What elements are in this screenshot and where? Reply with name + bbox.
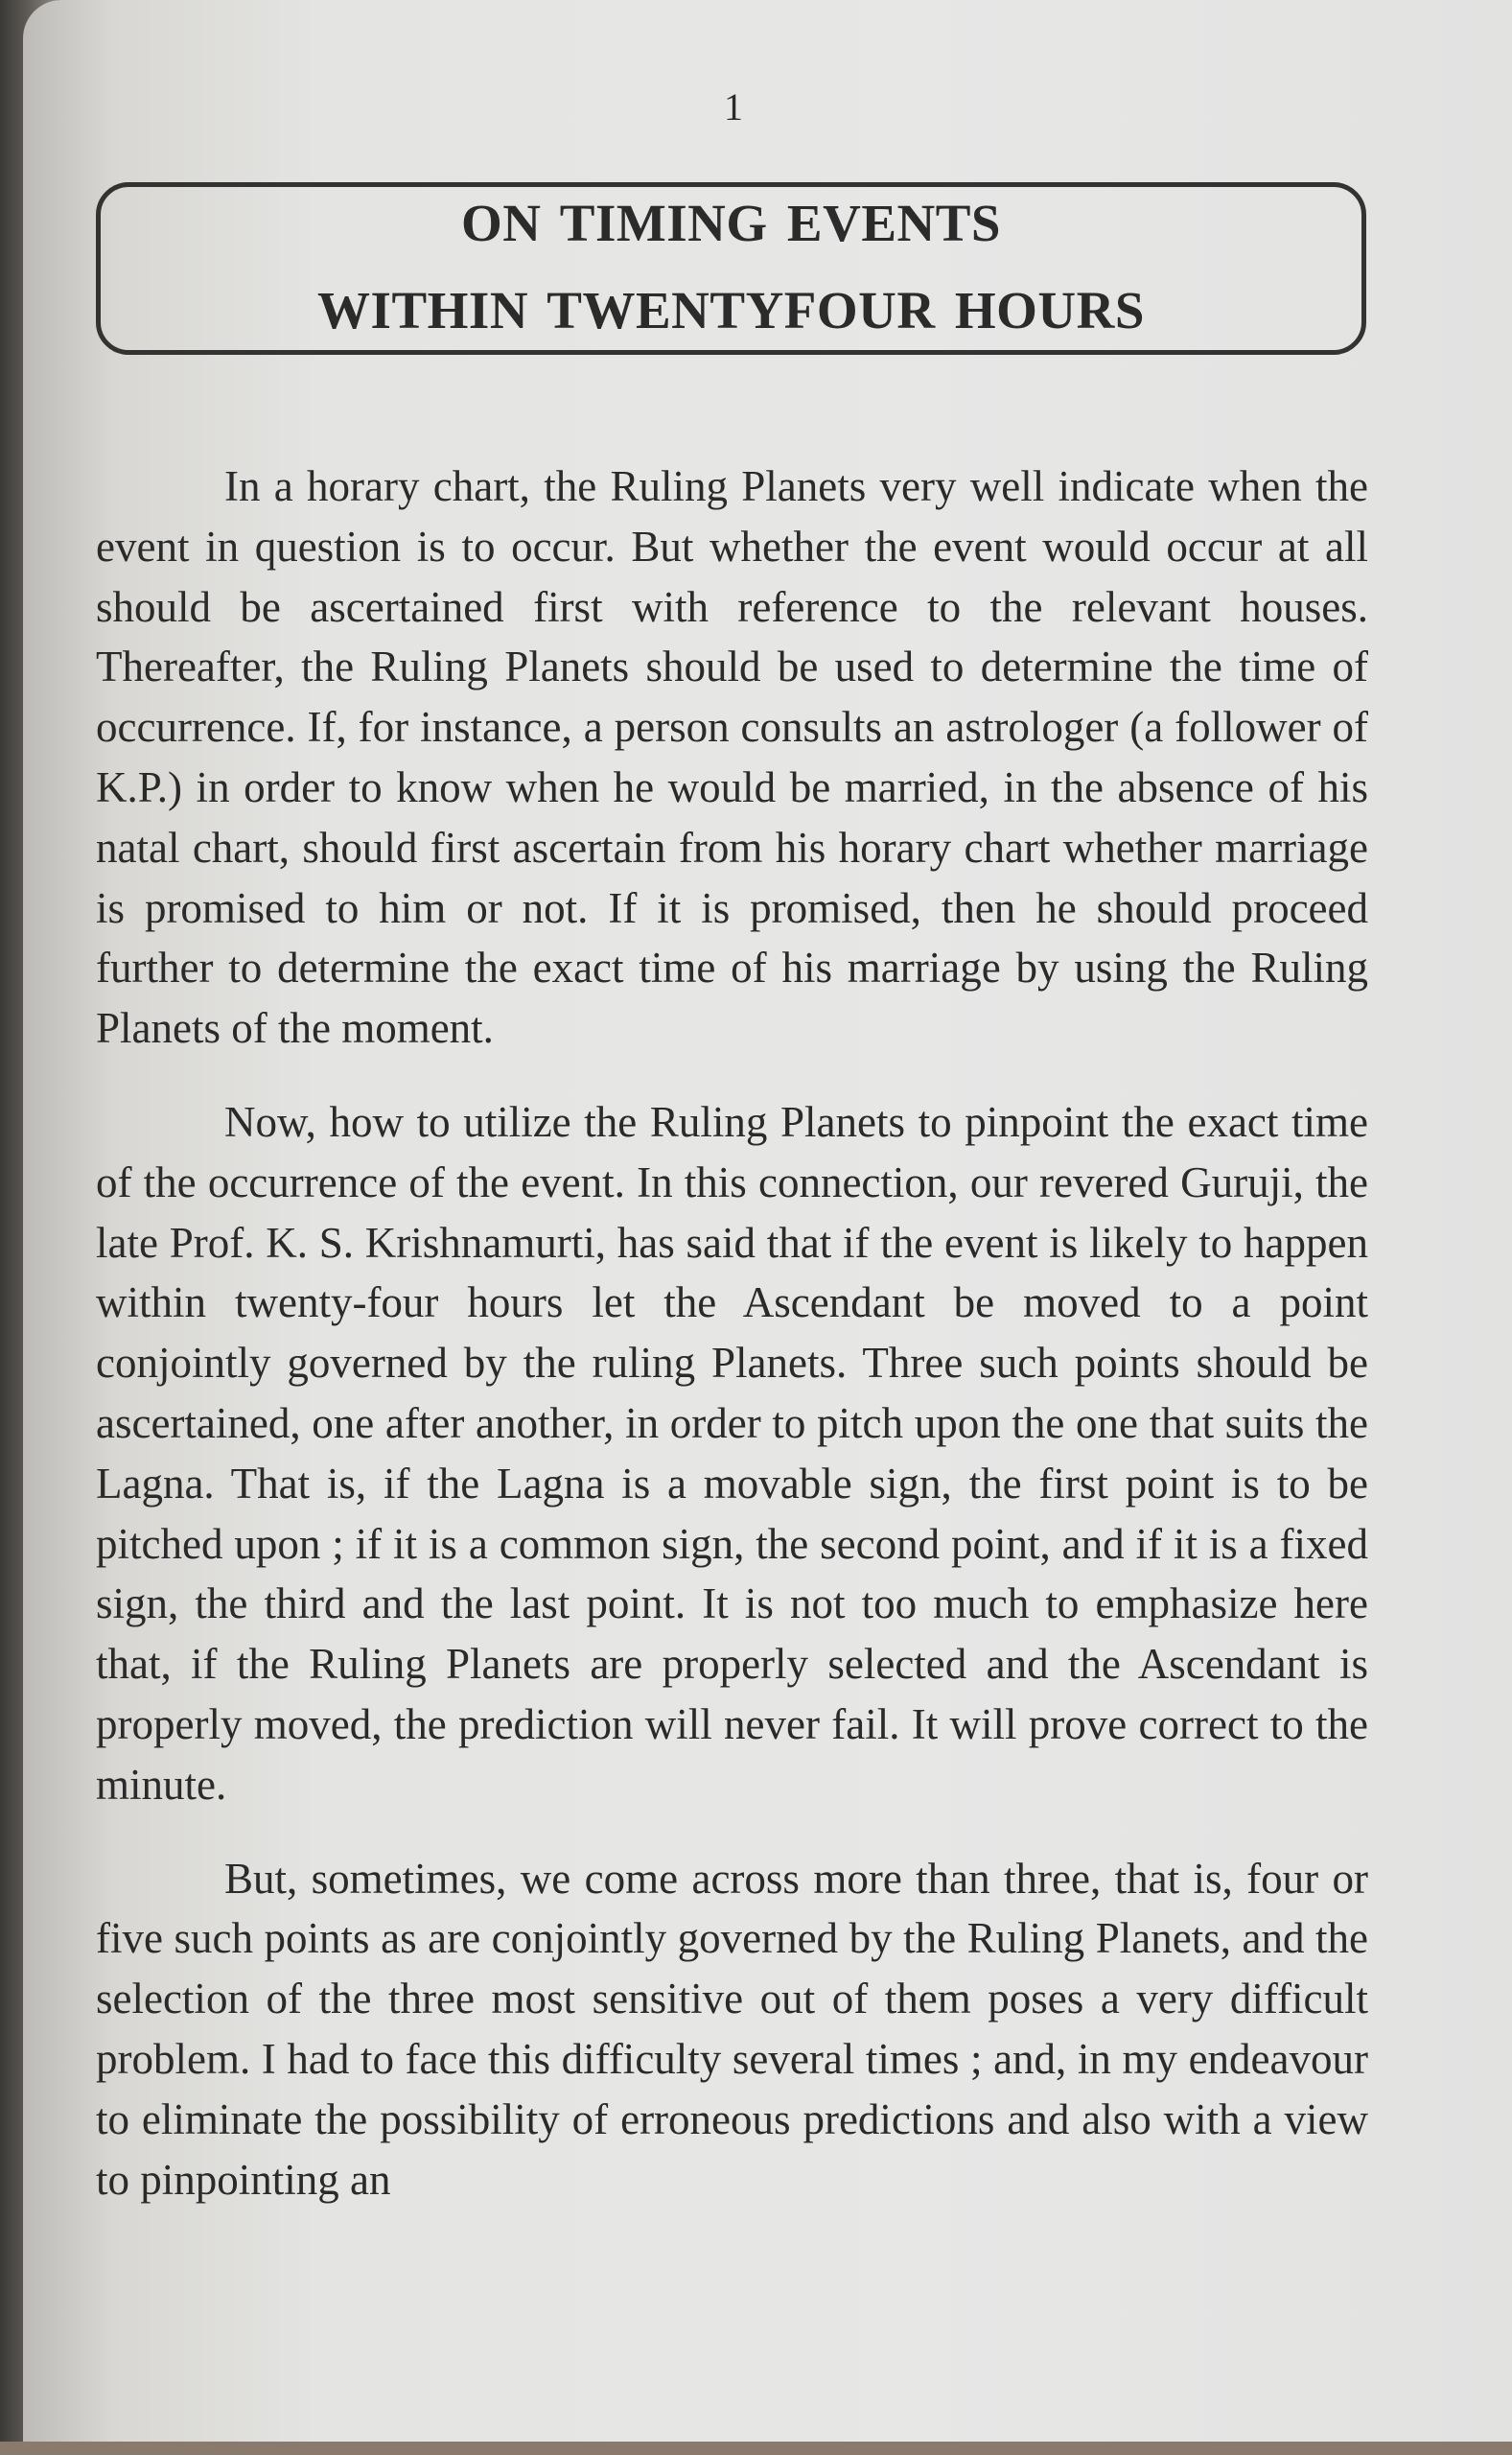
body-text (96, 456, 1368, 2210)
paragraph-2: Now, how to utilize the Ruling Planets to pinpoint the exact time of the occurrence of the event. In this connection, our revered Guruji, the late Prof. K. S. Krishnamurti, has said that if the event is likely to happen within twenty-four hours let the Ascendant be moved to a point conjointly governed by the ruling Planets. Three such points should be ascertained, one after another, in order to pitch upon the one that suits the Lagna. That is, if the Lagna is a movable sign, the first point is to be pitched upon ; if it is a common sign, the second point, and if it is a fixed sign, the third and the last point. It is not too much to emphasize here that, if the Ruling Planets are properly selected and the Ascendant is properly moved, the prediction will never fail. It will prove correct to the minute. (96, 1097, 1368, 1809)
paragraph-1: In a horary chart, the Ruling Planets very well indicate when the event in question is to occur. But whether the event would occur at all should be ascertained first with reference to the relevant houses. Thereafter, the Ruling Planets should be used to determine the time of occurrence. If, for instance, a person consults an astrologer (a follower of K.P.) in order to know when he would be married, in the absence of his natal chart, should first ascertain from his horary chart whether marriage is promised to him or not. If it is promised, then he should proceed further to determine the exact time of his marriage by using the Ruling Planets of the moment. (96, 462, 1368, 1053)
chapter-title-box (96, 182, 1366, 355)
chapter-title-line-2: WITHIN TWENTYFOUR HOURS (317, 281, 1145, 339)
chapter-title-line-1: ON TIMING EVENTS (461, 194, 1001, 252)
page-number: 1 (724, 85, 743, 129)
paragraph-3: But, sometimes, we come across more than three, that is, four or five such points as are conjointly governed by the Ruling Planets, and the selection of the three most sensitive out of them poses a very difficult problem. I had to face this difficulty several times ; and, in my endeavour to eliminate the possibility of erroneous predictions and also with a view to pinpointing an (96, 1854, 1368, 2204)
background-strip (0, 2442, 1512, 2455)
